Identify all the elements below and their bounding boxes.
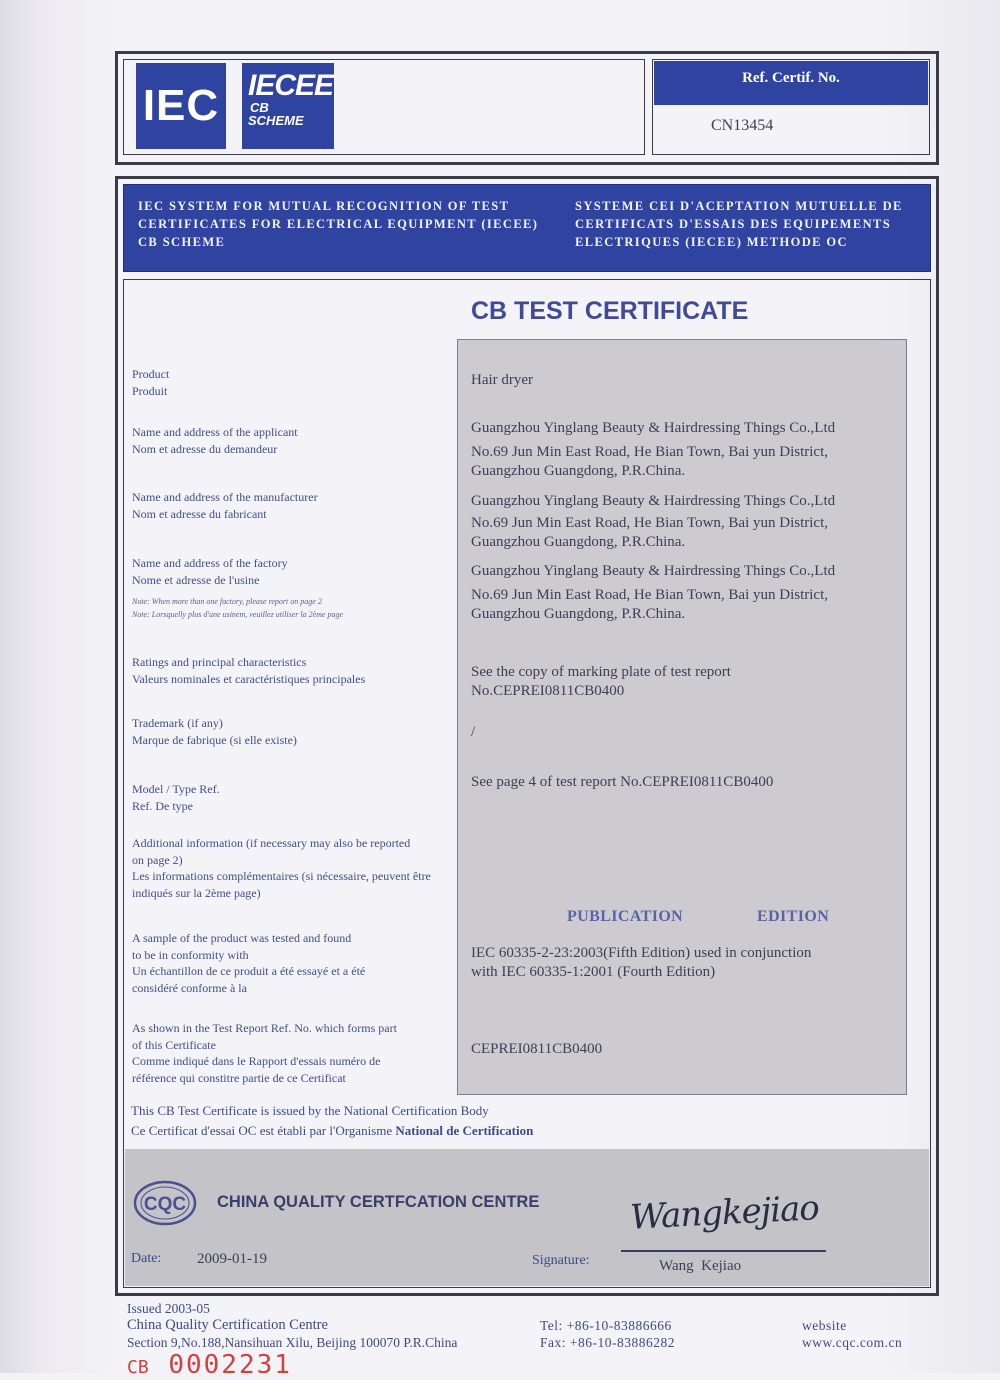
footer-contact — [540, 1317, 675, 1351]
banner-en-line: CERTIFICATES FOR ELECTRICAL EQUIPMENT (IECEE) — [138, 217, 539, 231]
applicant-address: Guangzhou Guangdong, P.R.China. — [471, 463, 686, 479]
cb-logo-text: CB — [250, 100, 269, 115]
ref-value: CN13454 — [711, 117, 774, 134]
footer-fax: Fax: +86-10-83886282 — [540, 1335, 675, 1350]
date-value: 2009-01-19 — [197, 1251, 267, 1267]
label-fr: Nom et adresse du fabricant — [132, 506, 267, 521]
factory-label — [132, 555, 288, 588]
ratings-value — [471, 663, 731, 701]
issuer-line-fr — [131, 1123, 533, 1139]
applicant-address: No.69 Jun Min East Road, He Bian Town, Bai yun District, — [471, 444, 828, 460]
label-fr: référence qui constitre partie de ce Certificat — [132, 1070, 346, 1085]
trademark-label — [132, 715, 297, 748]
date-label: Date: — [131, 1251, 162, 1266]
issuer-line-en: This CB Test Certificate is issued by the National Certification Body — [131, 1103, 489, 1118]
label-en: on page 2) — [132, 852, 183, 867]
manufacturer-name: Guangzhou Yinglang Beauty & Hairdressing Things Co.,Ltd — [471, 493, 836, 509]
iec-logo: IEC — [136, 63, 226, 149]
footer-issued: Issued 2003-05 — [127, 1301, 210, 1316]
label-en: As shown in the Test Report Ref. No. which forms part — [132, 1021, 397, 1035]
label-fr: Nome et adresse de l'usine — [132, 572, 260, 587]
label-en: Name and address of the factory — [132, 556, 288, 570]
label-en: Ratings and principal characteristics — [132, 655, 307, 669]
banner-fr-line: SYSTEME CEI D'ACEPTATION MUTUELLE DE — [575, 199, 903, 213]
label-en: Additional information (if necessary may also be reported — [132, 836, 411, 850]
applicant-value — [471, 419, 835, 481]
model-value: See page 4 of test report No.CEPREI0811CB0400 — [471, 774, 774, 790]
label-en: Trademark (if any) — [132, 716, 223, 730]
label-en: Name and address of the applicant — [132, 425, 298, 439]
footer-website — [802, 1317, 902, 1351]
label-fr: Marque de fabrique (si elle existe) — [132, 732, 297, 747]
footer-website-url: www.cqc.com.cn — [802, 1335, 903, 1350]
edition-header: EDITION — [757, 908, 830, 925]
label-fr: Un échantillon de ce produit a été essayé et a été — [132, 964, 366, 978]
label-fr: indiqués sur la 2ème page) — [132, 885, 261, 900]
standard-line: with IEC 60335-1:2001 (Fourth Edition) — [471, 964, 716, 980]
label-fr: Ref. De type — [132, 798, 193, 813]
certificate-title: CB TEST CERTIFICATE — [471, 297, 749, 325]
ratings-label — [132, 654, 365, 687]
factory-name: Guangzhou Yinglang Beauty & Hairdressing Things Co.,Ltd — [471, 563, 836, 579]
product-label — [132, 366, 169, 399]
banner-fr-line: CERTIFICATS D'ESSAIS DES EQUIPEMENTS — [575, 217, 892, 231]
shown-in-report-label — [132, 1020, 452, 1086]
iecee-logo-text: IECEE — [248, 69, 334, 102]
serial-number — [127, 1350, 292, 1380]
note-fr: Note: Lorsquelly plus d'une usinem, veuillez utiliser la 2ème page — [132, 610, 344, 619]
label-fr: Comme indiqué dans le Rapport d'essais numéro de — [132, 1054, 381, 1068]
factory-note — [132, 595, 452, 621]
scheme-logo-text: SCHEME — [248, 113, 304, 128]
applicant-name: Guangzhou Yinglang Beauty & Hairdressing Things Co.,Ltd — [471, 420, 836, 436]
cqc-logo-text: CQC — [143, 1194, 187, 1215]
manufacturer-address: No.69 Jun Min East Road, He Bian Town, Bai yun District, — [471, 515, 828, 531]
label-fr: considéré conforme à la — [132, 980, 247, 995]
centre-name: CHINA QUALITY CERTFCATION CENTRE — [217, 1193, 540, 1211]
standard-value — [471, 944, 811, 982]
label-fr: Valeurs nominales et caractéristiques principales — [132, 671, 366, 686]
footer-website-label: website — [802, 1318, 847, 1333]
banner-fr-line: ELECTRIQUES (IECEE) METHODE OC — [575, 235, 848, 249]
label-fr: Produit — [132, 383, 168, 398]
issuer-fr-bold: National de Certification — [395, 1123, 534, 1138]
footer-org: China Quality Certification Centre — [127, 1317, 328, 1333]
applicant-label — [132, 424, 298, 457]
iecee-cb-scheme-logo — [242, 63, 334, 149]
ratings-line: See the copy of marking plate of test report — [471, 664, 731, 680]
banner-french — [575, 197, 925, 251]
ratings-line: No.CEPREI0811CB0400 — [471, 683, 625, 699]
product-value: Hair dryer — [471, 372, 534, 388]
footer-left — [127, 1300, 457, 1351]
sample-label — [132, 930, 452, 996]
publication-header: PUBLICATION — [567, 908, 684, 925]
footer-address: Section 9,No.188,Nansihuan Xilu, Beijing 100070 P.R.China — [127, 1335, 458, 1350]
manufacturer-label — [132, 489, 318, 522]
cqc-logo — [132, 1178, 198, 1228]
label-en: of this Certificate — [132, 1037, 216, 1052]
signatory-name: Wang Kejiao — [659, 1258, 742, 1274]
standard-line: IEC 60335-2-23:2003(Fifth Edition) used in conjunction — [471, 945, 812, 961]
manufacturer-value — [471, 492, 835, 552]
label-fr: Nom et adresse du demandeur — [132, 441, 278, 456]
serial-prefix: CB — [127, 1357, 149, 1378]
banner-en-line: CB SCHEME — [138, 235, 226, 249]
label-en: Model / Type Ref. — [132, 782, 220, 796]
label-fr: Les informations complémentaires (si nécessaire, peuvent être — [132, 869, 431, 883]
model-label — [132, 781, 220, 814]
factory-address: No.69 Jun Min East Road, He Bian Town, Bai yun District, — [471, 587, 828, 603]
footer-tel: Tel: +86-10-83886666 — [540, 1318, 672, 1333]
label-en: to be in conformity with — [132, 947, 249, 962]
factory-address: Guangzhou Guangdong, P.R.China. — [471, 606, 686, 622]
additional-info-label — [132, 835, 452, 901]
signature-label: Signature: — [532, 1253, 590, 1268]
banner-english — [138, 197, 568, 251]
report-number-value: CEPREI0811CB0400 — [471, 1041, 603, 1057]
label-en: Product — [132, 367, 170, 381]
serial-value: 0002231 — [168, 1350, 292, 1380]
manufacturer-address: Guangzhou Guangdong, P.R.China. — [471, 534, 686, 550]
factory-value — [471, 562, 835, 624]
label-en: Name and address of the manufacturer — [132, 490, 318, 504]
label-en: A sample of the product was tested and found — [132, 931, 352, 945]
signature-script: Wangkejiao — [629, 1188, 820, 1238]
ref-label: Ref. Certif. No. — [742, 70, 840, 86]
signature-line — [621, 1250, 826, 1252]
trademark-value: / — [471, 724, 476, 740]
issuer-fr-text: Ce Certificat d'essai OC est établi par l'Organisme — [131, 1123, 396, 1138]
banner-en-line: IEC SYSTEM FOR MUTUAL RECOGNITION OF TEST — [138, 199, 510, 213]
note-en: Note: When more than one factory, please report on page 2 — [132, 597, 322, 606]
